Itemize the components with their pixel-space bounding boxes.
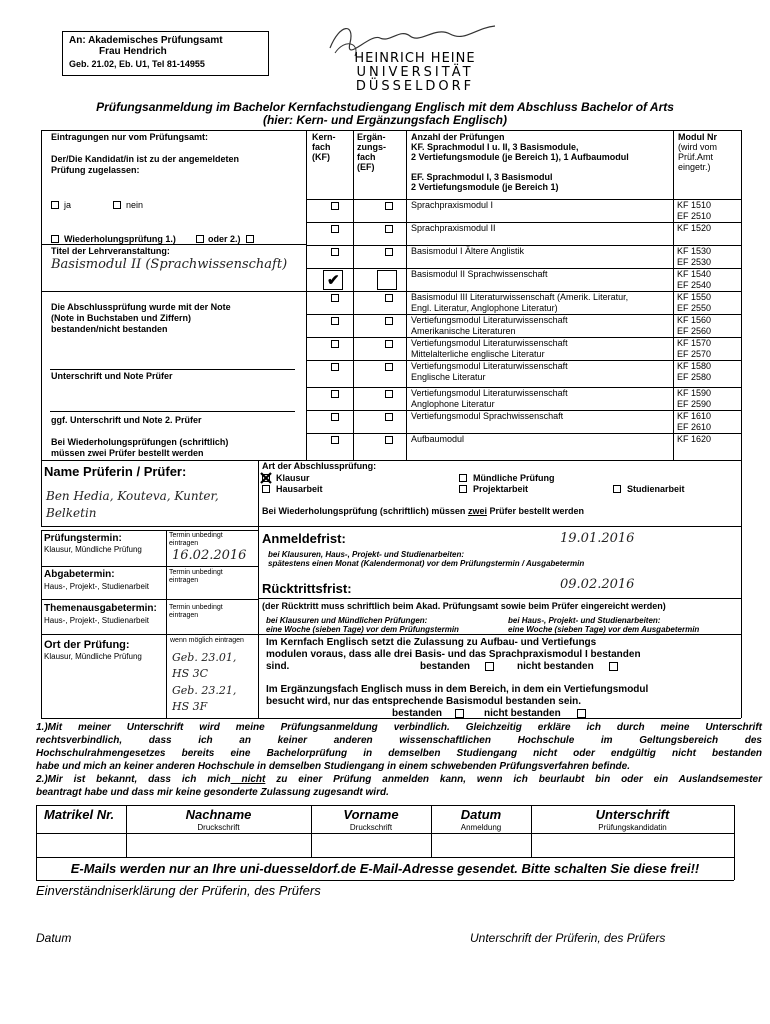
datum-input[interactable] xyxy=(432,834,531,856)
ef-header-2: zungs- xyxy=(357,142,386,152)
repeat-exam-label: Wiederholungsprüfung 1.) xyxy=(64,234,176,244)
op-sub: Klausur, Mündliche Prüfung xyxy=(44,652,142,661)
tt-hint-1: Termin unbedingt xyxy=(169,604,223,611)
count-header-2: KF. Sprachmodul I u. II, 3 Basismodule, xyxy=(411,142,579,152)
module-kf-checkbox[interactable] xyxy=(331,436,339,444)
module-ef-checkbox[interactable] xyxy=(385,436,393,444)
examiner-value-2[interactable]: Belketin xyxy=(46,506,97,520)
projekt-checkbox[interactable] xyxy=(459,485,467,493)
module-ef-checkbox[interactable] xyxy=(385,202,393,210)
count-header-3: 2 Vertiefungsmodule (je Bereich 1), 1 Aufbaumodul xyxy=(411,152,629,162)
tt-label: Themenausgabetermin: xyxy=(44,603,157,614)
exam-type-label: Art der Abschlussprüfung: xyxy=(262,461,377,471)
at-hint-2: eintragen xyxy=(169,577,199,584)
module-kf-checkbox[interactable] xyxy=(331,225,339,233)
module-kf-checkbox[interactable] xyxy=(331,202,339,210)
ef-header-3: fach xyxy=(357,152,376,162)
module-name-line1: Vertiefungsmodul Literaturwissenschaft xyxy=(411,315,568,325)
studien-label: Studienarbeit xyxy=(627,484,685,494)
nr-header-2: (wird vom xyxy=(678,142,718,152)
datum-sub: Anmeldung xyxy=(460,823,502,832)
unterschrift-header: Unterschrift xyxy=(595,807,670,822)
admitted-yes-label: ja xyxy=(64,200,72,210)
pt-hint-1: Termin unbedingt xyxy=(169,532,223,539)
exam-type-note-suffix: Prüfer bestellt werden xyxy=(486,506,584,516)
module-kf-checkbox[interactable] xyxy=(331,413,339,421)
kf-passed-label: bestanden xyxy=(420,661,471,672)
repeat-exam-or-2-label: oder 2.) xyxy=(208,234,241,244)
datum-header: Datum xyxy=(460,807,502,822)
matrikel-input[interactable] xyxy=(37,834,126,856)
vorname-header: Vorname xyxy=(343,807,399,822)
module-ef-number: EF 2570 xyxy=(677,349,712,359)
declaration-1: 1.)Mit meiner Unterschrift wird meine Prüfungsanmeldung verbindlich. Gleichzeitig erkläre ich durch meine Unterschrift xyxy=(36,722,762,733)
module-kf-checkbox[interactable] xyxy=(331,363,339,371)
declaration-5a: 2.)Mir ist bekannt, dass ich mich xyxy=(36,774,231,785)
repeat-exam-2-checkbox[interactable] xyxy=(196,235,204,243)
module-kf-number: KF 1570 xyxy=(677,338,712,348)
kf-not-passed-checkbox[interactable] xyxy=(609,662,618,671)
ef-header xyxy=(357,132,386,172)
count-header-5: 2 Vertiefungsmodule (je Bereich 1) xyxy=(411,182,559,192)
module-name-line1: Vertiefungsmodul Literaturwissenschaft xyxy=(411,361,568,371)
withdraw-b1: bei Haus-, Projekt- und Studienarbeiten: xyxy=(508,616,661,625)
ef-passed-label: bestanden xyxy=(392,708,443,719)
ef-header-1: Ergän- xyxy=(357,132,386,142)
module-ef-number: EF 2540 xyxy=(677,280,712,290)
email-notice: E-Mails werden nur an Ihre uni-duesseldorf.de E-Mail-Adresse gesendet. Bitte schalten Sie diese frei!! xyxy=(70,861,700,876)
admitted-no-checkbox[interactable] xyxy=(113,201,121,209)
page-title: Prüfungsanmeldung im Bachelor Kernfachstudiengang Englisch mit dem Abschluss Bachelor of Arts xyxy=(96,100,674,114)
nr-header-4: eingetr.) xyxy=(678,162,711,172)
module-name-line2: Mittelalterliche englische Literatur xyxy=(411,349,545,359)
module-ef-number: EF 2560 xyxy=(677,326,712,336)
ef-condition-2: besucht wird, nur das entsprechende Basismodul bestanden sein. xyxy=(266,696,582,707)
address-name: Frau Hendrich xyxy=(99,46,167,57)
module-kf-number: KF 1560 xyxy=(677,315,712,325)
count-header-4: EF. Sprachmodul I, 3 Basismodul xyxy=(411,172,553,182)
module-name-line1: Basismodul I Ältere Anglistik xyxy=(411,246,525,256)
withdraw-note: (der Rücktritt muss schriftlich beim Akad. Prüfungsamt sowie beim Prüfer eingereicht werden) xyxy=(262,601,666,611)
kf-passed-checkbox[interactable] xyxy=(485,662,494,671)
module-kf-number: KF 1620 xyxy=(677,434,712,444)
module-kf-number: KF 1520 xyxy=(677,223,712,233)
module-ef-checkbox[interactable] xyxy=(385,390,393,398)
ef-passed-checkbox[interactable] xyxy=(455,709,464,718)
module-ef-number: EF 2580 xyxy=(677,372,712,382)
module-kf-number: KF 1610 xyxy=(677,411,712,421)
kf-condition-3: sind. xyxy=(266,661,290,672)
module-ef-number: EF 2610 xyxy=(677,422,712,432)
kf-header-1: Kern- xyxy=(312,132,336,142)
declaration-5b: nicht xyxy=(230,774,266,785)
repeat-exam-1-checkbox[interactable] xyxy=(51,235,59,243)
examiner-label: Name Prüferin / Prüfer: xyxy=(44,464,187,479)
module-kf-number: KF 1550 xyxy=(677,292,712,302)
kf-condition-2: modulen voraus, dass alle drei Basis- und das Sprachpraxismodul I bestanden xyxy=(266,649,641,660)
exam-type-note-prefix: Bei Wiederholungsprüfung (schriftlich) müssen xyxy=(262,506,468,516)
module-name-line1: Vertiefungsmodul Literaturwissenschaft xyxy=(411,338,568,348)
deadline-label: Anmeldefrist: xyxy=(262,531,346,546)
withdraw-label: Rücktrittsfrist: xyxy=(262,581,352,596)
admitted-no-label: nein xyxy=(126,200,144,210)
declaration-3: Hochschulrahmengesetzes bereits eine Bachelorprüfung in demselben Studiengang nicht oder endgültig nicht bestanden xyxy=(36,748,762,759)
grade-text-3: bestanden/nicht bestanden xyxy=(51,324,168,334)
at-label: Abgabetermin: xyxy=(44,569,115,580)
module-kf-checkbox[interactable] xyxy=(331,248,339,256)
declaration-2: rechtsverbindlich, dass ich an keiner anderen wissenschaftlichen Hochschule im Geltungsbereich des xyxy=(36,735,762,746)
consent-signature: Unterschrift der Prüferin, des Prüfers xyxy=(470,931,666,945)
kf-not-passed-label: nicht bestanden xyxy=(517,661,594,672)
nr-header-3: Prüf.Amt xyxy=(678,152,714,162)
deadline-value[interactable]: 19.01.2016 xyxy=(560,531,635,546)
address-to: An: Akademisches Prüfungsamt xyxy=(69,35,223,46)
kf-condition-1: Im Kernfach Englisch setzt die Zulassung zu Aufbau- und Vertiefungs xyxy=(266,637,597,648)
module-ef-checkbox[interactable] xyxy=(385,413,393,421)
tt-hint-2: eintragen xyxy=(169,612,199,619)
logo-line3: DÜSSELDORF xyxy=(355,79,475,94)
declaration-4: habe und mich an keiner anderen Hochschule in demselben Studiengang in einem schwebenden Prüfungsverfahren befinde. xyxy=(36,761,631,772)
pt-value[interactable]: 16.02.2016 xyxy=(172,548,247,563)
module-ef-checkbox[interactable] xyxy=(385,225,393,233)
office-heading: Eintragungen nur vom Prüfungsamt: xyxy=(51,132,209,142)
ef-header-4: (EF) xyxy=(357,162,375,172)
module-name-line2: Amerikanische Literaturen xyxy=(411,326,516,336)
muendlich-label: Mündliche Prüfung xyxy=(473,473,555,483)
nr-header xyxy=(678,132,717,172)
op-hint: wenn möglich eintragen xyxy=(170,637,244,644)
repeat-exam-3-checkbox[interactable] xyxy=(246,235,254,243)
module-name-line1: Sprachpraxismodul I xyxy=(411,200,494,210)
withdraw-a2: eine Woche (sieben Tage) vor dem Prüfungstermin xyxy=(266,625,459,634)
at-sub: Haus-, Projekt-, Studienarbeit xyxy=(44,582,149,591)
exam-type-note-zwei: zwei xyxy=(467,506,487,516)
module-name-line1: Basismodul III Literaturwissenschaft (Amerik. Literatur, xyxy=(411,292,629,302)
examiner-value-1[interactable]: Ben Hedia, Kouteva, Kunter, xyxy=(46,489,219,503)
module-kf-number: KF 1510 xyxy=(677,200,712,210)
admitted-text-2: Prüfung zugelassen: xyxy=(51,165,140,175)
module-name-line2: Anglophone Literatur xyxy=(411,399,495,409)
pt-sub: Klausur, Mündliche Prüfung xyxy=(44,545,142,554)
nachname-header: Nachname xyxy=(185,807,252,822)
studien-checkbox[interactable] xyxy=(613,485,621,493)
module-kf-number: KF 1580 xyxy=(677,361,712,371)
klausur-label: Klausur xyxy=(276,473,310,483)
page-subtitle: (hier: Kern- und Ergänzungsfach Englisch) xyxy=(262,113,507,127)
examiner2-signature-label: ggf. Unterschrift und Note 2. Prüfer xyxy=(51,415,202,425)
nachname-input[interactable] xyxy=(127,834,311,856)
ef-not-passed-checkbox[interactable] xyxy=(577,709,586,718)
admitted-yes-checkbox[interactable] xyxy=(51,201,59,209)
klausur-cross-mark-icon xyxy=(259,471,273,485)
withdraw-b2: eine Woche (sieben Tage) vor dem Ausgabetermin xyxy=(508,625,700,634)
module-name-line2: Engl. Literatur, Anglophone Literatur) xyxy=(411,303,558,313)
module-name-line1: Vertiefungsmodul Literaturwissenschaft xyxy=(411,388,568,398)
tt-sub: Haus-, Projekt-, Studienarbeit xyxy=(44,616,149,625)
grade-text-1: Die Abschlussprüfung wurde mit der Note xyxy=(51,302,231,312)
kf-header-2: fach xyxy=(312,142,331,152)
module-kf-number: KF 1590 xyxy=(677,388,712,398)
module-kf-number: KF 1530 xyxy=(677,246,712,256)
withdraw-value[interactable]: 09.02.2016 xyxy=(560,577,635,592)
module-ef-checkbox[interactable] xyxy=(385,317,393,325)
hausarbeit-checkbox[interactable] xyxy=(262,485,270,493)
declaration-5c: zu einer Prüfung anmelden kann, wenn ich beurlaubt bin oder ein Auslandsemester xyxy=(265,774,762,785)
declaration-5 xyxy=(36,774,762,785)
vorname-input[interactable] xyxy=(312,834,431,856)
op-value-3[interactable]: Geb. 23.21, xyxy=(172,684,237,697)
pt-label: Prüfungstermin: xyxy=(44,533,122,544)
hausarbeit-label: Hausarbeit xyxy=(276,484,323,494)
module-kf-checkbox[interactable] xyxy=(331,340,339,348)
op-value-1[interactable]: Geb. 23.01, xyxy=(172,651,237,664)
at-hint-1: Termin unbedingt xyxy=(169,569,223,576)
kf-header xyxy=(312,132,336,162)
module-kf-checkbox[interactable] xyxy=(331,294,339,302)
ef-not-passed-label: nicht bestanden xyxy=(484,708,561,719)
module-ef-number: EF 2510 xyxy=(677,211,712,221)
module-name-line1: Sprachpraxismodul II xyxy=(411,223,496,233)
matrikel-header: Matrikel Nr. xyxy=(44,807,115,822)
grade-text-2: (Note in Buchstaben und Ziffern) xyxy=(51,313,191,323)
ef-condition-1: Im Ergänzungsfach Englisch muss in dem Bereich, in dem ein Vertiefungsmodul xyxy=(266,684,649,695)
module-ef-checkbox[interactable] xyxy=(385,248,393,256)
pt-hint-2: eintragen xyxy=(169,540,199,547)
repeat-note-1: Bei Wiederholungsprüfungen (schriftlich) xyxy=(51,437,229,447)
module-ef-checkbox[interactable] xyxy=(385,363,393,371)
muendlich-checkbox[interactable] xyxy=(459,474,467,482)
logo-line2: UNIVERSITÄT xyxy=(356,65,474,80)
exam-type-note xyxy=(262,506,584,516)
consent-date: Datum xyxy=(36,931,72,945)
module-name-line2: Englische Literatur xyxy=(411,372,486,382)
op-label: Ort der Prüfung: xyxy=(44,639,130,651)
course-title-value[interactable]: Basismodul II (Sprachwissenschaft) xyxy=(51,257,288,272)
count-header xyxy=(411,132,629,192)
address-building: Geb. 21.02, Eb. U1, Tel 81-14955 xyxy=(69,59,205,69)
kf-header-3: (KF) xyxy=(312,152,330,162)
module-ef-number: EF 2550 xyxy=(677,303,712,313)
university-logo-text xyxy=(350,52,480,94)
module-ef-checkbox[interactable] xyxy=(385,340,393,348)
module-kf-check-icon: ✔ xyxy=(327,272,340,289)
module-ef-number: EF 2530 xyxy=(677,257,712,267)
module-kf-checkbox[interactable] xyxy=(331,390,339,398)
count-header-1: Anzahl der Prüfungen xyxy=(411,132,505,142)
module-kf-number: KF 1540 xyxy=(677,269,712,279)
op-value-4[interactable]: HS 3F xyxy=(172,700,208,713)
module-ef-checkbox[interactable] xyxy=(385,294,393,302)
course-title-label: Titel der Lehrveranstaltung: xyxy=(51,246,170,256)
withdraw-a1: bei Klausuren und Mündlichen Prüfungen: xyxy=(266,616,428,625)
module-name-line1: Basismodul II Sprachwissenschaft xyxy=(411,269,548,279)
logo-line1: HEINRICH HEINE xyxy=(354,51,476,66)
nr-header-1: Modul Nr xyxy=(678,132,717,142)
address-box xyxy=(62,31,269,76)
module-name-line1: Vertiefungsmodul Sprachwissenschaft xyxy=(411,411,564,421)
unterschrift-input[interactable] xyxy=(532,834,734,856)
unterschrift-sub: Prüfungskandidatin xyxy=(598,823,667,832)
declaration-6: beantragt habe und dass mir keine gesonderte Zulassung zugesandt wird. xyxy=(36,787,389,798)
module-kf-checkbox[interactable] xyxy=(331,317,339,325)
nachname-sub: Druckschrift xyxy=(197,823,240,832)
deadline-note-1: bei Klausuren, Haus-, Projekt- und Studienarbeiten: xyxy=(268,550,465,559)
module-name-line1: Aufbaumodul xyxy=(411,434,465,444)
examiner-signature-label: Unterschrift und Note Prüfer xyxy=(51,371,173,381)
repeat-note-2: müssen zwei Prüfer bestellt werden xyxy=(51,448,204,458)
deadline-note-2: spätestens einen Monat (Kalendermonat) vor dem Prüfungstermin / Ausgabetermin xyxy=(268,559,585,568)
consent-title: Einverständniserklärung der Prüferin, des Prüfers xyxy=(36,883,321,898)
projekt-label: Projektarbeit xyxy=(473,484,529,494)
vorname-sub: Druckschrift xyxy=(349,823,393,832)
module-ef-number: EF 2590 xyxy=(677,399,712,409)
module-ef-checkbox[interactable] xyxy=(377,270,397,290)
admitted-text-1: Der/Die Kandidat/in ist zu der angemeldeten xyxy=(51,154,240,164)
op-value-2[interactable]: HS 3C xyxy=(172,667,209,680)
